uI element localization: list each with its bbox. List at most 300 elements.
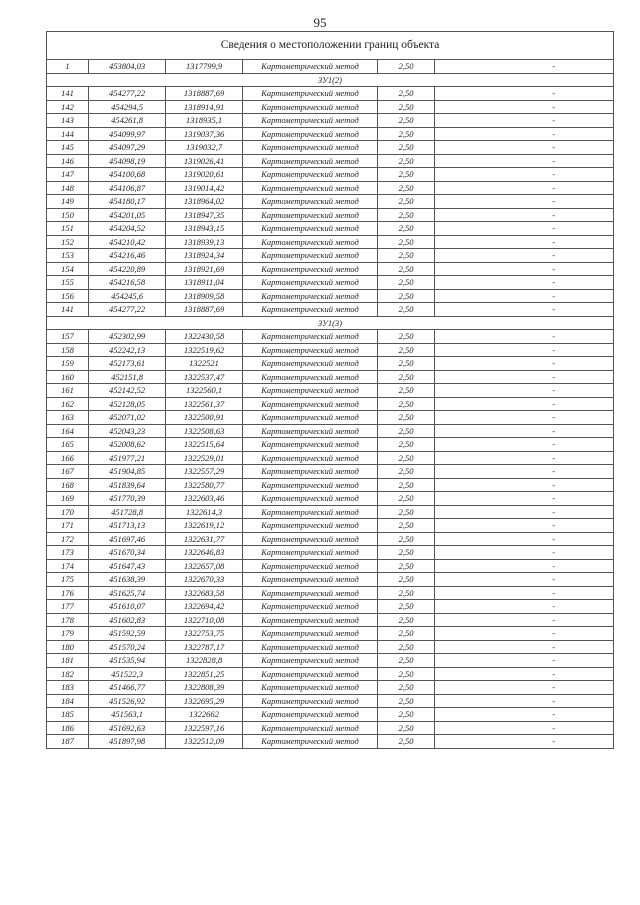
method-cell: Картометрический метод [243,519,378,533]
table-row [47,100,614,114]
accuracy-cell: 2,50 [378,127,435,141]
accuracy-cell: 2,50 [378,451,435,465]
table-row [47,613,614,627]
accuracy-cell: 2,50 [378,141,435,155]
x-coordinate-cell: 451522,3 [89,667,166,681]
x-coordinate-cell: 454216,46 [89,249,166,263]
table-row [47,195,614,209]
method-cell: Картометрический метод [243,586,378,600]
y-coordinate-cell: 1322710,08 [166,613,243,627]
y-coordinate-cell: 1322828,8 [166,654,243,668]
accuracy-cell: 2,50 [378,114,435,128]
point-number-cell: 154 [47,262,89,276]
x-coordinate-cell: 451713,13 [89,519,166,533]
table-title: Сведения о местоположении границ объекта [47,32,614,60]
point-number-cell: 159 [47,357,89,371]
method-cell: Картометрический метод [243,654,378,668]
accuracy-cell: 2,50 [378,613,435,627]
method-cell: Картометрический метод [243,141,378,155]
description-cell: - [435,195,614,209]
point-number-cell: 182 [47,667,89,681]
point-number-cell: 149 [47,195,89,209]
x-coordinate-cell: 452302,99 [89,330,166,344]
y-coordinate-cell: 1322597,16 [166,721,243,735]
description-cell: - [435,276,614,290]
x-coordinate-cell: 452151,8 [89,370,166,384]
point-number-cell: 155 [47,276,89,290]
description-cell: - [435,87,614,101]
x-coordinate-cell: 454220,89 [89,262,166,276]
table-row [47,708,614,722]
description-cell: - [435,681,614,695]
description-cell: - [435,100,614,114]
description-cell: - [435,694,614,708]
table-row [47,667,614,681]
table-row [47,397,614,411]
accuracy-cell: 2,50 [378,424,435,438]
accuracy-cell: 2,50 [378,681,435,695]
section-header-row [47,73,614,87]
description-cell: - [435,708,614,722]
point-number-cell: 146 [47,154,89,168]
method-cell: Картометрический метод [243,235,378,249]
method-cell: Картометрический метод [243,505,378,519]
x-coordinate-cell: 451977,21 [89,451,166,465]
point-number-cell: 160 [47,370,89,384]
point-number-cell: 184 [47,694,89,708]
method-cell: Картометрический метод [243,370,378,384]
x-coordinate-cell: 451638,39 [89,573,166,587]
description-cell: - [435,154,614,168]
accuracy-cell: 2,50 [378,492,435,506]
method-cell: Картометрический метод [243,114,378,128]
table-row [47,343,614,357]
table-row [47,127,614,141]
accuracy-cell: 2,50 [378,208,435,222]
y-coordinate-cell: 1319032,7 [166,141,243,155]
description-cell: - [435,141,614,155]
point-number-cell: 143 [47,114,89,128]
x-coordinate-cell: 451570,24 [89,640,166,654]
description-cell: - [435,532,614,546]
table-row [47,627,614,641]
point-number-cell: 1 [47,60,89,74]
accuracy-cell: 2,50 [378,168,435,182]
point-number-cell: 145 [47,141,89,155]
description-cell: - [435,654,614,668]
point-number-cell: 176 [47,586,89,600]
y-coordinate-cell: 1322515,64 [166,438,243,452]
description-cell: - [435,559,614,573]
description-cell: - [435,424,614,438]
x-coordinate-cell: 454204,52 [89,222,166,236]
description-cell: - [435,60,614,74]
description-cell: - [435,735,614,749]
accuracy-cell: 2,50 [378,330,435,344]
method-cell: Картометрический метод [243,330,378,344]
accuracy-cell: 2,50 [378,181,435,195]
table-row [47,330,614,344]
x-coordinate-cell: 452071,02 [89,411,166,425]
x-coordinate-cell: 454098,19 [89,154,166,168]
accuracy-cell: 2,50 [378,87,435,101]
description-cell: - [435,384,614,398]
description-cell: - [435,330,614,344]
description-cell: - [435,208,614,222]
method-cell: Картометрический метод [243,613,378,627]
table-row [47,168,614,182]
accuracy-cell: 2,50 [378,100,435,114]
y-coordinate-cell: 1318921,69 [166,262,243,276]
y-coordinate-cell: 1322851,25 [166,667,243,681]
section-name: ЗУ1(2) [47,73,614,87]
description-cell: - [435,397,614,411]
x-coordinate-cell: 454245,6 [89,289,166,303]
point-number-cell: 187 [47,735,89,749]
accuracy-cell: 2,50 [378,573,435,587]
accuracy-cell: 2,50 [378,600,435,614]
y-coordinate-cell: 1322808,39 [166,681,243,695]
table-row [47,465,614,479]
x-coordinate-cell: 454106,87 [89,181,166,195]
method-cell: Картометрический метод [243,600,378,614]
table-row [47,721,614,735]
x-coordinate-cell: 451728,8 [89,505,166,519]
point-number-cell: 177 [47,600,89,614]
point-number-cell: 174 [47,559,89,573]
table-row [47,451,614,465]
method-cell: Картометрический метод [243,181,378,195]
method-cell: Картометрический метод [243,627,378,641]
y-coordinate-cell: 1322683,58 [166,586,243,600]
table-row [47,492,614,506]
method-cell: Картометрический метод [243,546,378,560]
method-cell: Картометрический метод [243,681,378,695]
table-row [47,154,614,168]
x-coordinate-cell: 452008,62 [89,438,166,452]
table-row [47,586,614,600]
accuracy-cell: 2,50 [378,438,435,452]
y-coordinate-cell: 1319014,42 [166,181,243,195]
page-number: 95 [313,15,327,30]
description-cell: - [435,222,614,236]
point-number-cell: 166 [47,451,89,465]
table-row [47,87,614,101]
accuracy-cell: 2,50 [378,694,435,708]
method-cell: Картометрический метод [243,87,378,101]
y-coordinate-cell: 1322430,58 [166,330,243,344]
method-cell: Картометрический метод [243,397,378,411]
accuracy-cell: 2,50 [378,357,435,371]
y-coordinate-cell: 1322631,77 [166,532,243,546]
x-coordinate-cell: 454099,97 [89,127,166,141]
description-cell: - [435,370,614,384]
y-coordinate-cell: 1322561,37 [166,397,243,411]
description-cell: - [435,289,614,303]
x-coordinate-cell: 451563,1 [89,708,166,722]
y-coordinate-cell: 1319026,41 [166,154,243,168]
accuracy-cell: 2,50 [378,397,435,411]
accuracy-cell: 2,50 [378,60,435,74]
accuracy-cell: 2,50 [378,546,435,560]
description-cell: - [435,411,614,425]
accuracy-cell: 2,50 [378,411,435,425]
y-coordinate-cell: 1318924,34 [166,249,243,263]
method-cell: Картометрический метод [243,222,378,236]
y-coordinate-cell: 1322646,83 [166,546,243,560]
point-number-cell: 161 [47,384,89,398]
description-cell: - [435,613,614,627]
table-row [47,303,614,317]
point-number-cell: 179 [47,627,89,641]
table-row [47,654,614,668]
x-coordinate-cell: 451535,94 [89,654,166,668]
y-coordinate-cell: 1318887,69 [166,87,243,101]
description-cell: - [435,303,614,317]
y-coordinate-cell: 1322512,09 [166,735,243,749]
method-cell: Картометрический метод [243,573,378,587]
method-cell: Картометрический метод [243,384,378,398]
y-coordinate-cell: 1322529,01 [166,451,243,465]
accuracy-cell: 2,50 [378,235,435,249]
description-cell: - [435,168,614,182]
accuracy-cell: 2,50 [378,559,435,573]
x-coordinate-cell: 452142,52 [89,384,166,398]
point-number-cell: 156 [47,289,89,303]
y-coordinate-cell: 1322537,47 [166,370,243,384]
table-row [47,573,614,587]
table-row [47,249,614,263]
x-coordinate-cell: 452173,61 [89,357,166,371]
description-cell: - [435,249,614,263]
x-coordinate-cell: 453804,03 [89,60,166,74]
table-row [47,181,614,195]
table-row [47,600,614,614]
accuracy-cell: 2,50 [378,384,435,398]
section-header-row [47,316,614,330]
point-number-cell: 163 [47,411,89,425]
x-coordinate-cell: 451625,74 [89,586,166,600]
method-cell: Картометрический метод [243,303,378,317]
x-coordinate-cell: 454277,22 [89,87,166,101]
table-row [47,438,614,452]
table-row [47,735,614,749]
method-cell: Картометрический метод [243,492,378,506]
y-coordinate-cell: 1318935,1 [166,114,243,128]
boundary-table [46,31,614,749]
method-cell: Картометрический метод [243,708,378,722]
point-number-cell: 141 [47,303,89,317]
x-coordinate-cell: 451602,83 [89,613,166,627]
method-cell: Картометрический метод [243,735,378,749]
point-number-cell: 169 [47,492,89,506]
method-cell: Картометрический метод [243,438,378,452]
point-number-cell: 185 [47,708,89,722]
point-number-cell: 173 [47,546,89,560]
description-cell: - [435,343,614,357]
table-row [47,370,614,384]
description-cell: - [435,114,614,128]
method-cell: Картометрический метод [243,667,378,681]
description-cell: - [435,438,614,452]
accuracy-cell: 2,50 [378,276,435,290]
table-row [47,276,614,290]
table-row [47,546,614,560]
x-coordinate-cell: 454294,5 [89,100,166,114]
table-row [47,640,614,654]
y-coordinate-cell: 1318943,15 [166,222,243,236]
description-cell: - [435,667,614,681]
point-number-cell: 153 [47,249,89,263]
accuracy-cell: 2,50 [378,505,435,519]
point-number-cell: 157 [47,330,89,344]
point-number-cell: 186 [47,721,89,735]
table-row [47,114,614,128]
table-row [47,559,614,573]
point-number-cell: 183 [47,681,89,695]
y-coordinate-cell: 1318947,35 [166,208,243,222]
method-cell: Картометрический метод [243,559,378,573]
y-coordinate-cell: 1322657,08 [166,559,243,573]
point-number-cell: 175 [47,573,89,587]
description-cell: - [435,465,614,479]
description-cell: - [435,478,614,492]
method-cell: Картометрический метод [243,208,378,222]
y-coordinate-cell: 1318939,13 [166,235,243,249]
accuracy-cell: 2,50 [378,370,435,384]
description-cell: - [435,640,614,654]
accuracy-cell: 2,50 [378,343,435,357]
y-coordinate-cell: 1318887,69 [166,303,243,317]
y-coordinate-cell: 1322500,91 [166,411,243,425]
y-coordinate-cell: 1322695,29 [166,694,243,708]
accuracy-cell: 2,50 [378,262,435,276]
accuracy-cell: 2,50 [378,303,435,317]
method-cell: Картометрический метод [243,451,378,465]
method-cell: Картометрический метод [243,276,378,290]
method-cell: Картометрический метод [243,343,378,357]
point-number-cell: 144 [47,127,89,141]
x-coordinate-cell: 454097,29 [89,141,166,155]
method-cell: Картометрический метод [243,249,378,263]
table-row [47,384,614,398]
x-coordinate-cell: 454261,8 [89,114,166,128]
point-number-cell: 150 [47,208,89,222]
table-row [47,411,614,425]
description-cell: - [435,600,614,614]
y-coordinate-cell: 1322694,42 [166,600,243,614]
y-coordinate-cell: 1322787,17 [166,640,243,654]
x-coordinate-cell: 452043,23 [89,424,166,438]
method-cell: Картометрический метод [243,478,378,492]
table-row [47,208,614,222]
table-row [47,505,614,519]
description-cell: - [435,451,614,465]
y-coordinate-cell: 1318964,02 [166,195,243,209]
point-number-cell: 148 [47,181,89,195]
table-row [47,424,614,438]
x-coordinate-cell: 451904,85 [89,465,166,479]
point-number-cell: 168 [47,478,89,492]
method-cell: Картометрический метод [243,168,378,182]
table-row [47,681,614,695]
description-cell: - [435,181,614,195]
accuracy-cell: 2,50 [378,586,435,600]
y-coordinate-cell: 1322753,75 [166,627,243,641]
x-coordinate-cell: 454216,58 [89,276,166,290]
y-coordinate-cell: 1322670,33 [166,573,243,587]
accuracy-cell: 2,50 [378,667,435,681]
description-cell: - [435,586,614,600]
accuracy-cell: 2,50 [378,627,435,641]
method-cell: Картометрический метод [243,694,378,708]
method-cell: Картометрический метод [243,640,378,654]
table-row [47,141,614,155]
y-coordinate-cell: 1318914,91 [166,100,243,114]
y-coordinate-cell: 1322560,1 [166,384,243,398]
method-cell: Картометрический метод [243,262,378,276]
y-coordinate-cell: 1317799,9 [166,60,243,74]
y-coordinate-cell: 1322521 [166,357,243,371]
accuracy-cell: 2,50 [378,532,435,546]
accuracy-cell: 2,50 [378,222,435,236]
point-number-cell: 141 [47,87,89,101]
y-coordinate-cell: 1319020,61 [166,168,243,182]
method-cell: Картометрический метод [243,465,378,479]
x-coordinate-cell: 451466,77 [89,681,166,695]
y-coordinate-cell: 1322557,29 [166,465,243,479]
description-cell: - [435,357,614,371]
description-cell: - [435,235,614,249]
method-cell: Картометрический метод [243,357,378,371]
accuracy-cell: 2,50 [378,154,435,168]
accuracy-cell: 2,50 [378,640,435,654]
y-coordinate-cell: 1322619,12 [166,519,243,533]
table-row [47,357,614,371]
x-coordinate-cell: 451670,34 [89,546,166,560]
x-coordinate-cell: 454201,05 [89,208,166,222]
method-cell: Картометрический метод [243,721,378,735]
accuracy-cell: 2,50 [378,519,435,533]
accuracy-cell: 2,50 [378,654,435,668]
y-coordinate-cell: 1322614,3 [166,505,243,519]
y-coordinate-cell: 1319037,36 [166,127,243,141]
x-coordinate-cell: 452242,13 [89,343,166,357]
method-cell: Картометрический метод [243,195,378,209]
y-coordinate-cell: 1318909,58 [166,289,243,303]
table-row [47,532,614,546]
point-number-cell: 170 [47,505,89,519]
point-number-cell: 152 [47,235,89,249]
point-number-cell: 162 [47,397,89,411]
accuracy-cell: 2,50 [378,465,435,479]
description-cell: - [435,519,614,533]
x-coordinate-cell: 451526,92 [89,694,166,708]
accuracy-cell: 2,50 [378,735,435,749]
point-number-cell: 151 [47,222,89,236]
point-number-cell: 172 [47,532,89,546]
accuracy-cell: 2,50 [378,721,435,735]
table-row [47,478,614,492]
method-cell: Картометрический метод [243,100,378,114]
method-cell: Картометрический метод [243,411,378,425]
x-coordinate-cell: 451897,98 [89,735,166,749]
method-cell: Картометрический метод [243,154,378,168]
accuracy-cell: 2,50 [378,289,435,303]
description-cell: - [435,627,614,641]
section-name: ЗУ1(3) [47,316,614,330]
description-cell: - [435,127,614,141]
